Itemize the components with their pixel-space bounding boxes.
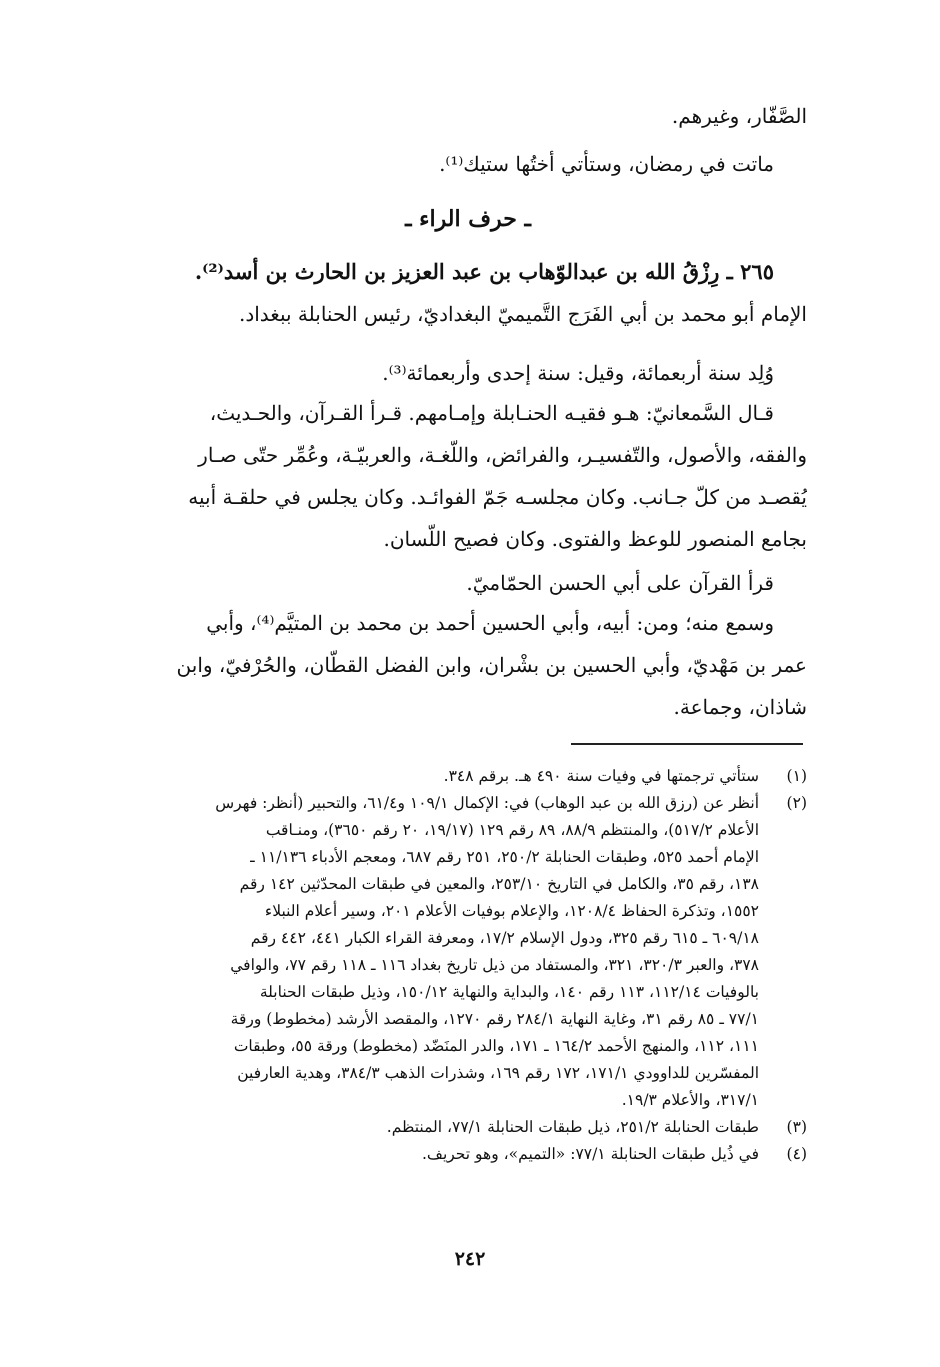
footnote-text xyxy=(129,1141,759,1168)
continued-text-line xyxy=(129,95,807,137)
footnote-line: ٣١٧/١، والأعلام ١٩/٣. xyxy=(621,1091,759,1109)
text-line: بجامع المنصور للوعظ والفتوى. وكان فصيح اللّسان. xyxy=(383,527,807,551)
footnote-text xyxy=(129,763,759,790)
footnote xyxy=(129,763,807,790)
footnote-line: المفسّرين للداوودي ١٧١/١، ١٧٢ رقم ١٦٩، وشذرات الذهب ٣٨٤/٣، وهدية العارفين xyxy=(237,1064,759,1082)
biography-entry xyxy=(129,251,807,335)
teachers-paragraph xyxy=(129,602,807,728)
footnote-text xyxy=(129,790,759,1114)
footnote xyxy=(129,1141,807,1168)
footnote-number: (٤) xyxy=(786,1145,807,1163)
footnote-line: ١١١، ١١٢، والمنهج الأحمد ١٦٤/٢ ـ ١٧١، والدر المنَضّد (مخطوط) ورقة ٥٥، وطبقات xyxy=(233,1037,759,1055)
entry-title: ٢٦٥ ـ رِزْقُ الله بن عبدالوّهاب بن عبد العزيز بن الحارث بن أسد⁽²⁾. xyxy=(194,259,774,284)
footnote-line: أنظر عن (رزق الله بن عبد الوهاب) في: الإكمال ١٠٩/١ و٦١/٤، والتحبير (أنظر: فهرس xyxy=(215,794,759,812)
text-line: عمر بن مَهْديّ، وأبي الحسين بن بشْران، وابن الفضل القطّان، والحُرْفيّ، وابن xyxy=(176,653,807,677)
footnote-line: الأعلام ٥١٧/٢)، والمنتظم ٨٨/٩، ٨٩ رقم ١٢٩ (١٩/١٧، ٢٠ رقم ٣٦٥٠)، ومنـاقب xyxy=(265,821,759,839)
text-line: شاذان، وجماعة. xyxy=(673,695,807,719)
footnote xyxy=(129,1114,807,1141)
footnote-line: الإمام أحمد ٥٢٥، وطبقات الحنابلة ٢٥٠/٢، ٢٥١ رقم ٦٨٧، ومعجم الأدباء ١١/١٣٦ ـ xyxy=(250,848,759,866)
footnote-number: (١) xyxy=(786,767,807,785)
footnotes xyxy=(129,763,807,1168)
footnote-text xyxy=(129,1114,759,1141)
text-line: قرأ القرآن على أبي الحسن الحمّاميّ. xyxy=(466,571,774,595)
footnote-line: ستأتي ترجمتها في وفيات سنة ٤٩٠ هـ. برقم ٣٤٨. xyxy=(443,767,759,785)
text-line: الصَّفّار، وغيرهم. xyxy=(671,104,807,128)
birth-paragraph xyxy=(129,352,807,394)
page-number: ٢٤٢ xyxy=(454,1248,486,1270)
footnote-line: ١٣٨، رقم ٣٥، والكامل في التاريخ ٢٥٣/١٠، والمعين في طبقات المحدّثين ١٤٢ رقم xyxy=(239,875,759,893)
footnote xyxy=(129,790,807,1114)
footnote-divider xyxy=(571,743,803,745)
footnote-line: ١٥٥٢، وتذكرة الحفاظ ١٢٠٨/٤، والإعلام بوفيات الأعلام ٢٠١، وسير أعلام النبلاء xyxy=(264,902,759,920)
text-line: قـال السَّمعانيّ: هـو فقيـه الحنـابلة وإمـامهم. قـرأ القـرآن، والحـديث، xyxy=(209,401,774,425)
samani-quote-paragraph xyxy=(129,392,807,560)
text-line: وُلِد سنة أربعمائة، وقيل: سنة إحدى وأربعمائة⁽³⁾. xyxy=(382,361,774,385)
footnote-line: طبقات الحنابلة ٢٥١/٢، ذيل طبقات الحنابلة ٧٧/١، المنتظم. xyxy=(386,1118,759,1136)
footnote-line: ٣٧٨، والعبر ٣٢٠/٣، ٣٢١، والمستفاد من ذيل تاريخ بغداد ١١٦ ـ ١١٨ رقم ٧٧، والوافي xyxy=(230,956,759,974)
reading-paragraph xyxy=(129,562,807,604)
text-line: والفقه، والأصول، والتّفسيـر، والفرائض، واللّغـة، والعربيّـة، وعُمِّر حتّى صـار xyxy=(198,443,807,467)
footnote-line: ٦٠٩/١٨ ـ ٦١٥ رقم ٣٢٥، ودول الإسلام ١٧/٢، ومعرفة القراء الكبار ٤٤١، ٤٤٢ رقم xyxy=(250,929,759,947)
note-about-sister xyxy=(129,143,807,185)
text-line: يُقصـد من كلّ جـانب. وكان مجلسـه جَمّ الفوائـد. وكان يجلس في حلقـة أبيه xyxy=(188,485,807,509)
footnote-line: ٧٧/١ ـ ٨٥ رقم ٣١، وغاية النهاية ٢٨٤/١ رقم ١٢٧٠، والمقصد الأرشد (مخطوط) ورقة xyxy=(230,1010,759,1028)
text-line: ماتت في رمضان، وستأتي أختُها ستيك⁽¹⁾. xyxy=(439,152,774,176)
footnote-number: (٣) xyxy=(786,1118,807,1136)
footnote-line: بالوفيات ١١٢/١٤، ١١٣ رقم ١٤٠، والبداية والنهاية ١٥٠/١٢، وذيل طبقات الحنابلة xyxy=(259,983,759,1001)
footnote-number: (٢) xyxy=(786,794,807,812)
section-heading: ـ حرف الراء ـ xyxy=(405,206,531,232)
entry-subtitle: الإمام أبو محمد بن أبي الفَرَج التَّميميّ البغداديّ، رئيس الحنابلة ببغداد. xyxy=(238,302,807,326)
footnote-line: في ذُيل طبقات الحنابلة ٧٧/١: «التميم»، وهو تحريف. xyxy=(421,1145,759,1163)
text-line: وسمع منه؛ ومن: أبيه، وأبي الحسين أحمد بن محمد بن المتيَّم⁽⁴⁾، وأبي xyxy=(206,611,774,635)
